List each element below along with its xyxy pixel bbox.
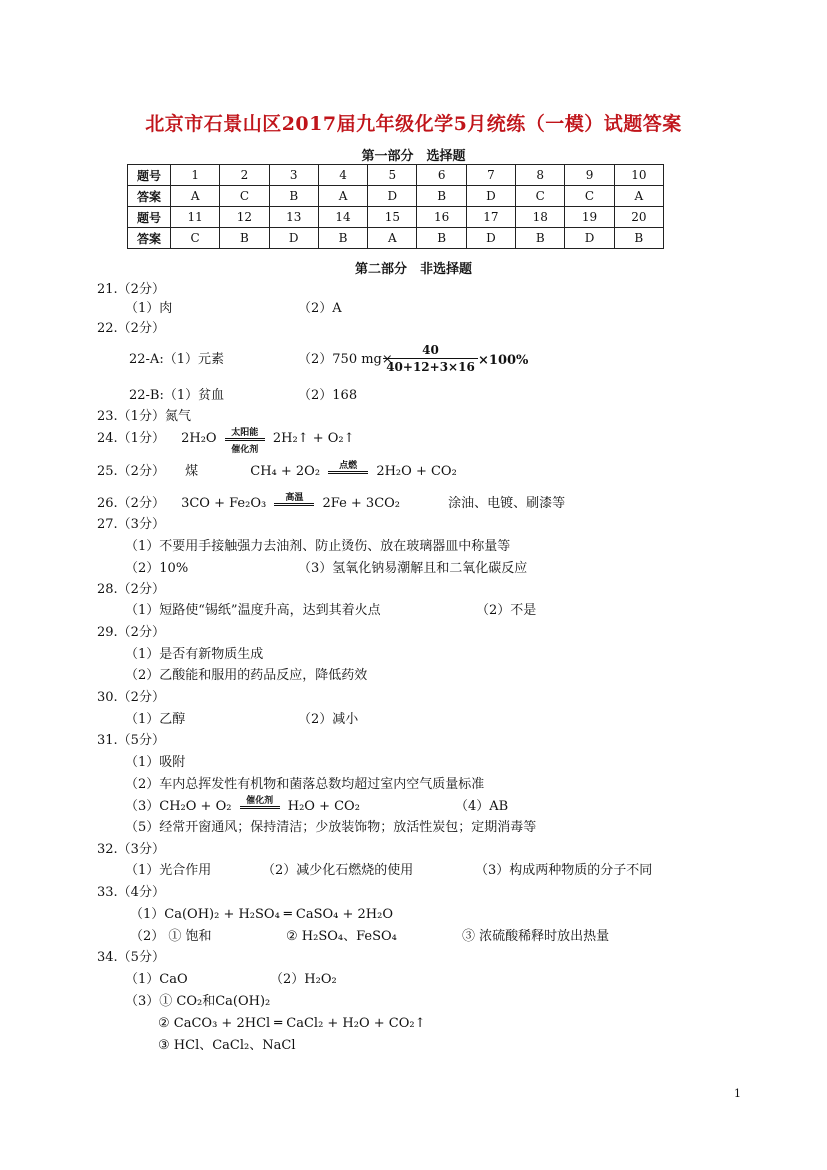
q26-head: 26.（2分） (97, 496, 165, 511)
q26-cond-top: 高温 (285, 492, 304, 503)
q27-answer-1: （1）不要用手接触强力去油剂、防止烫伤、放在玻璃器皿中称量等 (125, 539, 511, 554)
q24-cond-bottom: 催化剂 (231, 444, 259, 455)
q34-answer-4: ② CaCO₃ + 2HCl ═ CaCl₂ + H₂O + CO₂↑ (158, 1016, 426, 1031)
table-cell: B (417, 186, 466, 207)
q31-answer-5: （5）经常开窗通风；保持清洁；少放装饰物；放活性炭包；定期消毒等 (125, 820, 537, 835)
part2-heading: 第二部分 非选择题 (354, 262, 472, 277)
q26-condition (274, 492, 314, 511)
q22b-answer-2: （2）168 (298, 388, 358, 403)
q23-head: 23.（1分）氮气 (97, 409, 191, 424)
q33-answer-1: （1）Ca(OH)₂ + H₂SO₄ ═ CaSO₄ + 2H₂O (130, 907, 393, 922)
table-cell: 3 (269, 165, 318, 186)
table-cell: 12 (220, 207, 269, 228)
reaction-arrow (225, 438, 265, 441)
page-number: 1 (734, 1087, 741, 1100)
table-cell: D (269, 228, 318, 249)
table-cell: B (516, 228, 565, 249)
q25-row (97, 460, 457, 480)
q28-answer-1: （1）短路使“锡纸”温度升高，达到其着火点 (125, 603, 381, 618)
q33-answer-2c: ③ 浓硫酸稀释时放出热量 (462, 929, 610, 944)
document-title: 北京市石景山区2017届九年级化学5月统练（一模）试题答案 (145, 113, 682, 135)
table-cell: A (614, 186, 663, 207)
q26-answer-2: 涂油、电镀、刷漆等 (448, 496, 566, 511)
q29-answer-2: （2）乙酸能和服用的药品反应，降低药效 (125, 668, 368, 683)
reaction-arrow (274, 503, 314, 506)
table-cell: C (516, 186, 565, 207)
q33-answer-2b: ② H₂SO₄、FeSO₄ (286, 929, 397, 944)
table-cell: 20 (614, 207, 663, 228)
table-cell: 6 (417, 165, 466, 186)
table-cell: D (565, 228, 614, 249)
q25-cond-top: 点燃 (339, 460, 358, 471)
q25-head: 25.（2分） (97, 464, 165, 479)
fraction-bar (383, 358, 478, 359)
q25-rhs: 2H₂O + CO₂ (376, 464, 457, 479)
q30-answer-1: （1）乙醇 (125, 712, 186, 727)
table-row (128, 207, 664, 228)
q28-head: 28.（2分） (97, 582, 165, 597)
table-cell: 2 (220, 165, 269, 186)
table-cell: 18 (516, 207, 565, 228)
q34-answer-5: ③ HCl、CaCl₂、NaCl (158, 1038, 296, 1053)
table-cell: A (171, 186, 220, 207)
q22a-answer-2: （2）750 mg× (298, 352, 393, 367)
table-cell: A (368, 228, 417, 249)
table-cell: A (318, 186, 367, 207)
table-row (128, 186, 664, 207)
q30-answer-2: （2）减小 (298, 712, 359, 727)
answer-table (127, 164, 664, 249)
table-cell: 17 (466, 207, 515, 228)
q25-condition (328, 460, 368, 479)
q32-answer-1: （1）光合作用 (125, 863, 212, 878)
q24-condition (225, 427, 265, 455)
table-cell: 9 (565, 165, 614, 186)
q24-lhs: 2H₂O (181, 431, 217, 446)
fraction-numerator: 40 (422, 343, 439, 357)
q31-head: 31.（5分） (97, 733, 165, 748)
q31-condition (240, 795, 280, 814)
table-cell: C (220, 186, 269, 207)
table-cell: 14 (318, 207, 367, 228)
q28-answer-2: （2）不是 (476, 603, 537, 618)
table-row-header: 答案 (128, 186, 171, 207)
q33-answer-2: （2） ① 饱和 (130, 929, 212, 944)
table-cell: 5 (368, 165, 417, 186)
table-cell: 7 (466, 165, 515, 186)
table-cell: 16 (417, 207, 466, 228)
table-row-header: 题号 (128, 165, 171, 186)
q31-answer-1: （1）吸附 (125, 755, 186, 770)
q31-cond-top: 催化剂 (246, 795, 274, 806)
table-cell: D (368, 186, 417, 207)
q31-a3-lhs: （3）CH₂O + O₂ (125, 799, 232, 814)
table-cell: B (417, 228, 466, 249)
table-cell: 19 (565, 207, 614, 228)
q32-answer-3: （3）构成两种物质的分子不同 (475, 863, 653, 878)
table-row-header: 答案 (128, 228, 171, 249)
fraction-denominator: 40+12+3×16 (386, 360, 475, 374)
q32-head: 32.（3分） (97, 842, 165, 857)
q32-answer-2: （2）减少化石燃烧的使用 (262, 863, 414, 878)
q34-answer-2: （2）H₂O₂ (270, 972, 337, 987)
q34-answer-1: （1）CaO (125, 972, 188, 987)
q34-answer-3: （3）① CO₂和Ca(OH)₂ (125, 994, 271, 1009)
q22b-answer-1: 22-B:（1）贫血 (129, 388, 225, 403)
q29-answer-1: （1）是否有新物质生成 (125, 647, 264, 662)
q22a-answer-1: 22-A:（1）元素 (129, 352, 224, 367)
q25-lhs: CH₄ + 2O₂ (250, 464, 321, 479)
table-cell: B (318, 228, 367, 249)
q26-lhs: 3CO + Fe₂O₃ (181, 496, 267, 511)
table-row-header: 题号 (128, 207, 171, 228)
q31-a3-rhs: H₂O + CO₂ (287, 799, 360, 814)
q21-head: 21.（2分） (97, 282, 165, 297)
q26-row (97, 492, 566, 512)
q27-answer-3: （3）氢氧化钠易潮解且和二氧化碳反应 (298, 561, 528, 576)
q21-answer-2: （2）A (298, 301, 342, 316)
q27-answer-2: （2）10% (125, 561, 189, 576)
table-cell: B (220, 228, 269, 249)
q31-answer-3 (125, 795, 360, 815)
q24-rhs: 2H₂↑ + O₂↑ (272, 431, 355, 446)
q27-head: 27.（3分） (97, 517, 165, 532)
q30-head: 30.（2分） (97, 690, 165, 705)
q29-head: 29.（2分） (97, 625, 165, 640)
q21-answer-1: （1）肉 (125, 301, 173, 316)
table-cell: B (614, 228, 663, 249)
table-cell: 13 (269, 207, 318, 228)
table-cell: D (466, 228, 515, 249)
q33-head: 33.（4分） (97, 885, 165, 900)
part1-heading: 第一部分 选择题 (361, 149, 466, 164)
table-cell: 4 (318, 165, 367, 186)
q25-answer-1: 煤 (185, 464, 199, 479)
q31-answer-2: （2）车内总挥发性有机物和菌落总数均超过室内空气质量标准 (125, 777, 485, 792)
q22-fraction (383, 343, 478, 374)
table-row (128, 165, 664, 186)
table-cell: D (466, 186, 515, 207)
q22-head: 22.（2分） (97, 321, 165, 336)
q24-cond-top: 太阳能 (231, 427, 259, 438)
table-cell: C (171, 228, 220, 249)
reaction-arrow (328, 471, 368, 474)
reaction-arrow (240, 806, 280, 809)
q24-head: 24.（1分） (97, 431, 165, 446)
table-cell: 11 (171, 207, 220, 228)
q26-rhs: 2Fe + 3CO₂ (322, 496, 401, 511)
table-cell: 15 (368, 207, 417, 228)
table-row (128, 228, 664, 249)
q31-answer-4: （4）AB (455, 799, 509, 814)
q24-row (97, 427, 355, 455)
table-cell: 10 (614, 165, 663, 186)
table-cell: C (565, 186, 614, 207)
table-cell: 8 (516, 165, 565, 186)
q34-head: 34.（5分） (97, 950, 165, 965)
q22-fraction-tail: ×100% (478, 353, 529, 368)
table-cell: 1 (171, 165, 220, 186)
table-cell: B (269, 186, 318, 207)
